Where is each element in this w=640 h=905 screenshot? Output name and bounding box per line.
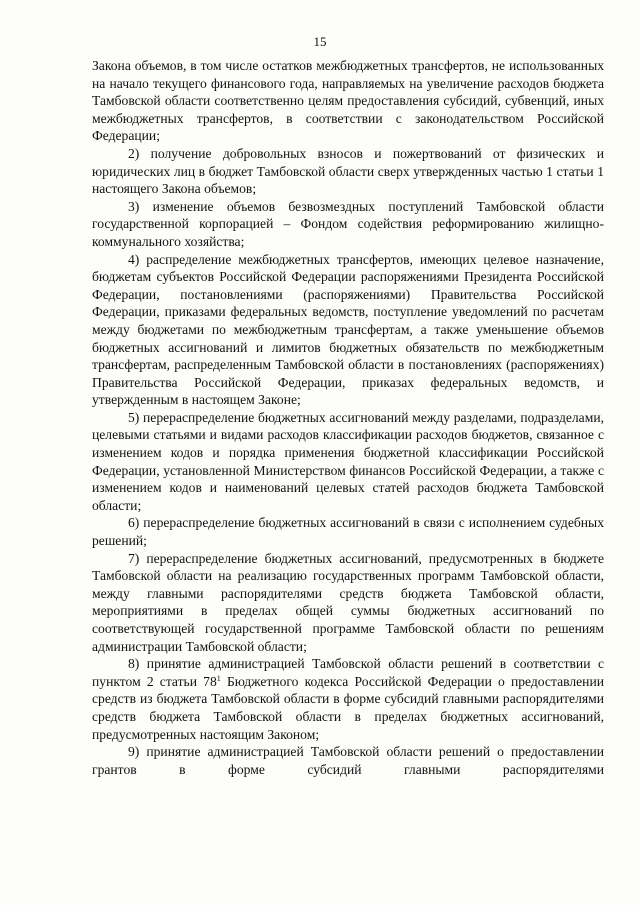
page-number: 15: [313, 34, 327, 49]
paragraph-continuation: Закона объемов, в том числе остатков межбюджетных трансфертов, не использованных на начало текущего финансового года, направляемых на увеличение расходов бюджета Тамбовской области соответственно целям предоставления субсидий, субвенций, иных межбюджетных трансфертов, в соответствии с законодательством Российской Федерации;: [92, 58, 604, 144]
paragraph-item-9: 9) принятие администрацией Тамбовской области решений о предоставлении грантов в форме субсидий главными распорядителями: [92, 744, 604, 777]
paragraph-item-2: 2) получение добровольных взносов и пожертвований от физических и юридических лиц в бюджет Тамбовской области сверх утвержденных частью 1 статьи 1 настоящего Закона объемов;: [92, 145, 604, 197]
paragraph-item-8-text-before: 8) принятие администрацией Тамбовской области решений в соответствии с пунктом 2 статьи 78: [92, 656, 604, 689]
paragraph-item-7: 7) перераспределение бюджетных ассигнований, предусмотренных в бюджете Тамбовской области на реализацию государственных программ Тамбовской области, между главными распорядителями средств бюджета Тамбовской области, мероприятиями в пределах общей суммы бюджетных ассигнований по соответствующей государственной программе Тамбовской области по решениям администрации Тамбовской области;: [92, 550, 604, 654]
document-body: [92, 57, 604, 778]
paragraph-item-3: 3) изменение объемов безвозмездных поступлений Тамбовской области государственной корпорацией – Фондом содействия реформированию жилищно-коммунального хозяйства;: [92, 198, 604, 249]
superscript-1: 1: [216, 673, 221, 683]
paragraph-item-8: [92, 655, 604, 743]
paragraph-item-4: 4) распределение межбюджетных трансфертов, имеющих целевое назначение, бюджетам субъектов Российской Федерации распоряжениями Президента Российской Федерации, постановлениями (распоряжениями) Правительства Российской Федерации, приказами федеральных ведомств, поступление уведомлений по расчетам между бюджетами по межбюджетным трансфертам, а также уменьшение объемов бюджетных ассигнований и лимитов бюджетных обязательств по межбюджетным трансфертам, распределенным Тамбовской области в постановлениях (распоряжениях) Правительства Российской Федерации, приказах федеральных ведомств, и утвержденным в настоящем Законе;: [92, 251, 604, 408]
paragraph-item-8-text-after: Бюджетного кодекса Российской Федерации о предоставлении средств из бюджета Тамбовской области в форме субсидий главными распорядителями средств бюджета Тамбовской области в пределах бюджетных ассигнований, предусмотренных настоящим Законом;: [92, 673, 604, 742]
paragraph-item-6: 6) перераспределение бюджетных ассигнований в связи с исполнением судебных решений;: [92, 515, 604, 549]
paragraph-item-5: 5) перераспределение бюджетных ассигнований между разделами, подразделами, целевыми статьями и видами расходов классификации расходов бюджетов, связанное с изменением кодов и порядка применения бюджетной классификации Российской Федерации, установленной Министерством финансов Российской Федерации, а также с изменением кодов и наименований целевых статей расходов бюджета Тамбовской области;: [92, 409, 604, 513]
